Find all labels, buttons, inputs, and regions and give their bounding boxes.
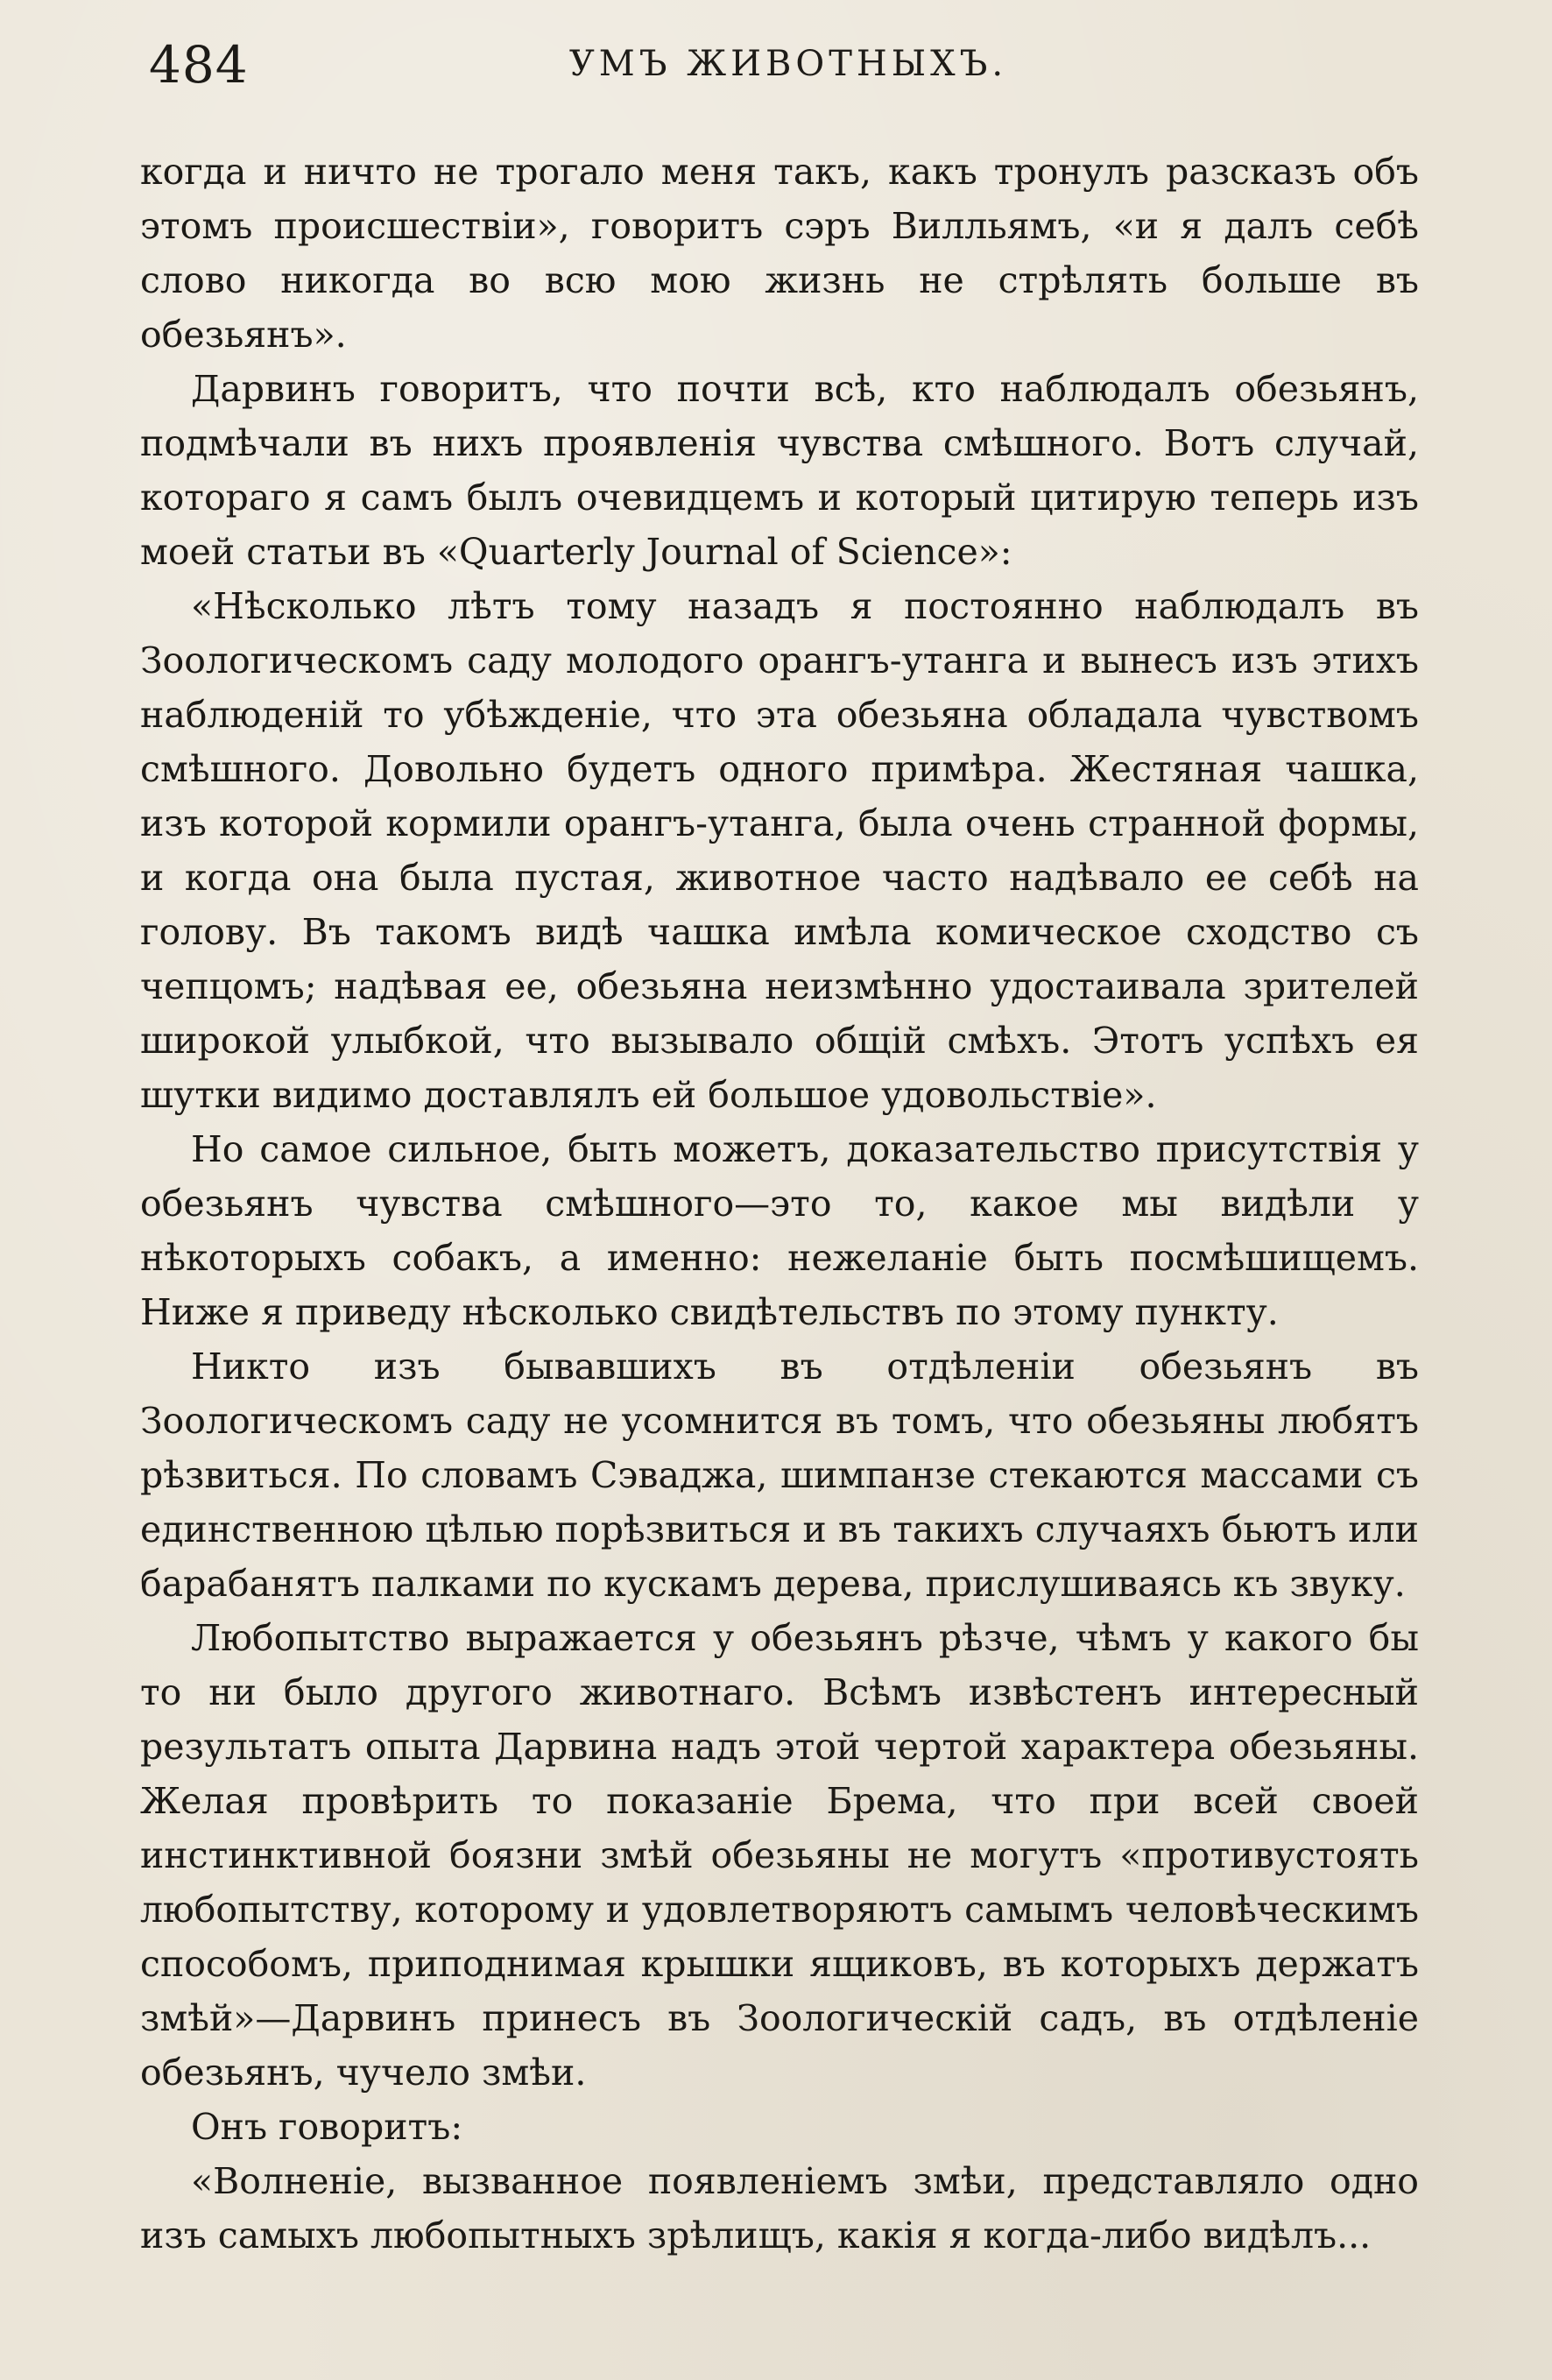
paragraph-continuation: когда и ничто не трогало меня такъ, какъ тронулъ разсказъ объ этомъ происшествіи», говоритъ сэръ Вилльямъ, «и я далъ себѣ слово никогда во всю мою жизнь не стрѣлять больше въ обезьянъ». — [140, 151, 1419, 356]
page-number: 484 — [149, 35, 249, 95]
paragraph-quote-snake: «Волненіе, вызванное появленіемъ змѣи, представляло одно изъ самыхъ любопытныхъ зрѣлищъ, какія я когда-либо видѣлъ... — [140, 2160, 1419, 2256]
paragraph-curiosity: Любопытство выражается у обезьянъ рѣзче, чѣмъ у какого бы то ни было другого животнаго. Всѣмъ извѣстенъ интересный результатъ опыта Дарвина надъ этой чертой характера обезьяны. Желая провѣрить то показаніе Брема, что при всей своей инстинктивной боязни змѣй обезьяны не могутъ «противустоять любопытству, которому и удовлетворяютъ самымъ человѣческимъ способомъ, приподнимая крышки ящиковъ, въ которыхъ держатъ змѣй»—Дарвинъ принесъ въ Зоологическій садъ, въ отдѣленіе обезьянъ, чучело змѣи. — [140, 1617, 1419, 2094]
paragraph-darwin-observation: Дарвинъ говоритъ, что почти всѣ, кто наблюдалъ обезьянъ, подмѣчали въ нихъ проявленія чувства смѣшного. Вотъ случай, котораго я самъ былъ очевидцемъ и который цитирую теперь изъ моей статьи въ «Quarterly Journal of Science»: — [140, 368, 1419, 573]
paragraph-evidence: Но самое сильное, быть можетъ, доказательство присутствія у обезьянъ чувства смѣшного—это то, какое мы видѣли у нѣкоторыхъ собакъ, а именно: нежеланіе быть посмѣшищемъ. Ниже я приведу нѣсколько свидѣтельствъ по этому пункту. — [140, 1128, 1419, 1333]
paragraph-quote-orangutan: «Нѣсколько лѣтъ тому назадъ я постоянно наблюдалъ въ Зоологическомъ саду молодого орангъ-утанга и вынесъ изъ этихъ наблюденій то убѣжденіе, что эта обезьяна обладала чувствомъ смѣшного. Довольно будетъ одного примѣра. Жестяная чашка, изъ которой кормили орангъ-утанга, была очень странной формы, и когда она была пустая, животное часто надѣвало ее себѣ на голову. Въ такомъ видѣ чашка имѣла комическое сходство съ чепцомъ; надѣвая ее, обезьяна неизмѣнно удостаивала зрителей широкой улыбкой, что вызывало общій смѣхъ. Этотъ успѣхъ ея шутки видимо доставлялъ ей большое удовольствіе». — [140, 585, 1419, 1116]
running-title: УМЪ ЖИВОТНЫХЪ. — [568, 44, 1008, 84]
paragraph-playfulness: Никто изъ бывавшихъ въ отдѣленіи обезьянъ въ Зоологическомъ саду не усомнится въ томъ, что обезьяны любятъ рѣзвиться. По словамъ Сэваджа, шимпанзе стекаются массами съ единственною цѣлью порѣзвиться и въ такихъ случаяхъ бьютъ или барабанятъ палками по кускамъ дерева, прислушиваясь къ звуку. — [140, 1345, 1419, 1605]
page-header — [149, 35, 1428, 105]
paragraph-he-says: Онъ говоритъ: — [191, 2106, 463, 2148]
body-text — [140, 145, 1419, 2263]
